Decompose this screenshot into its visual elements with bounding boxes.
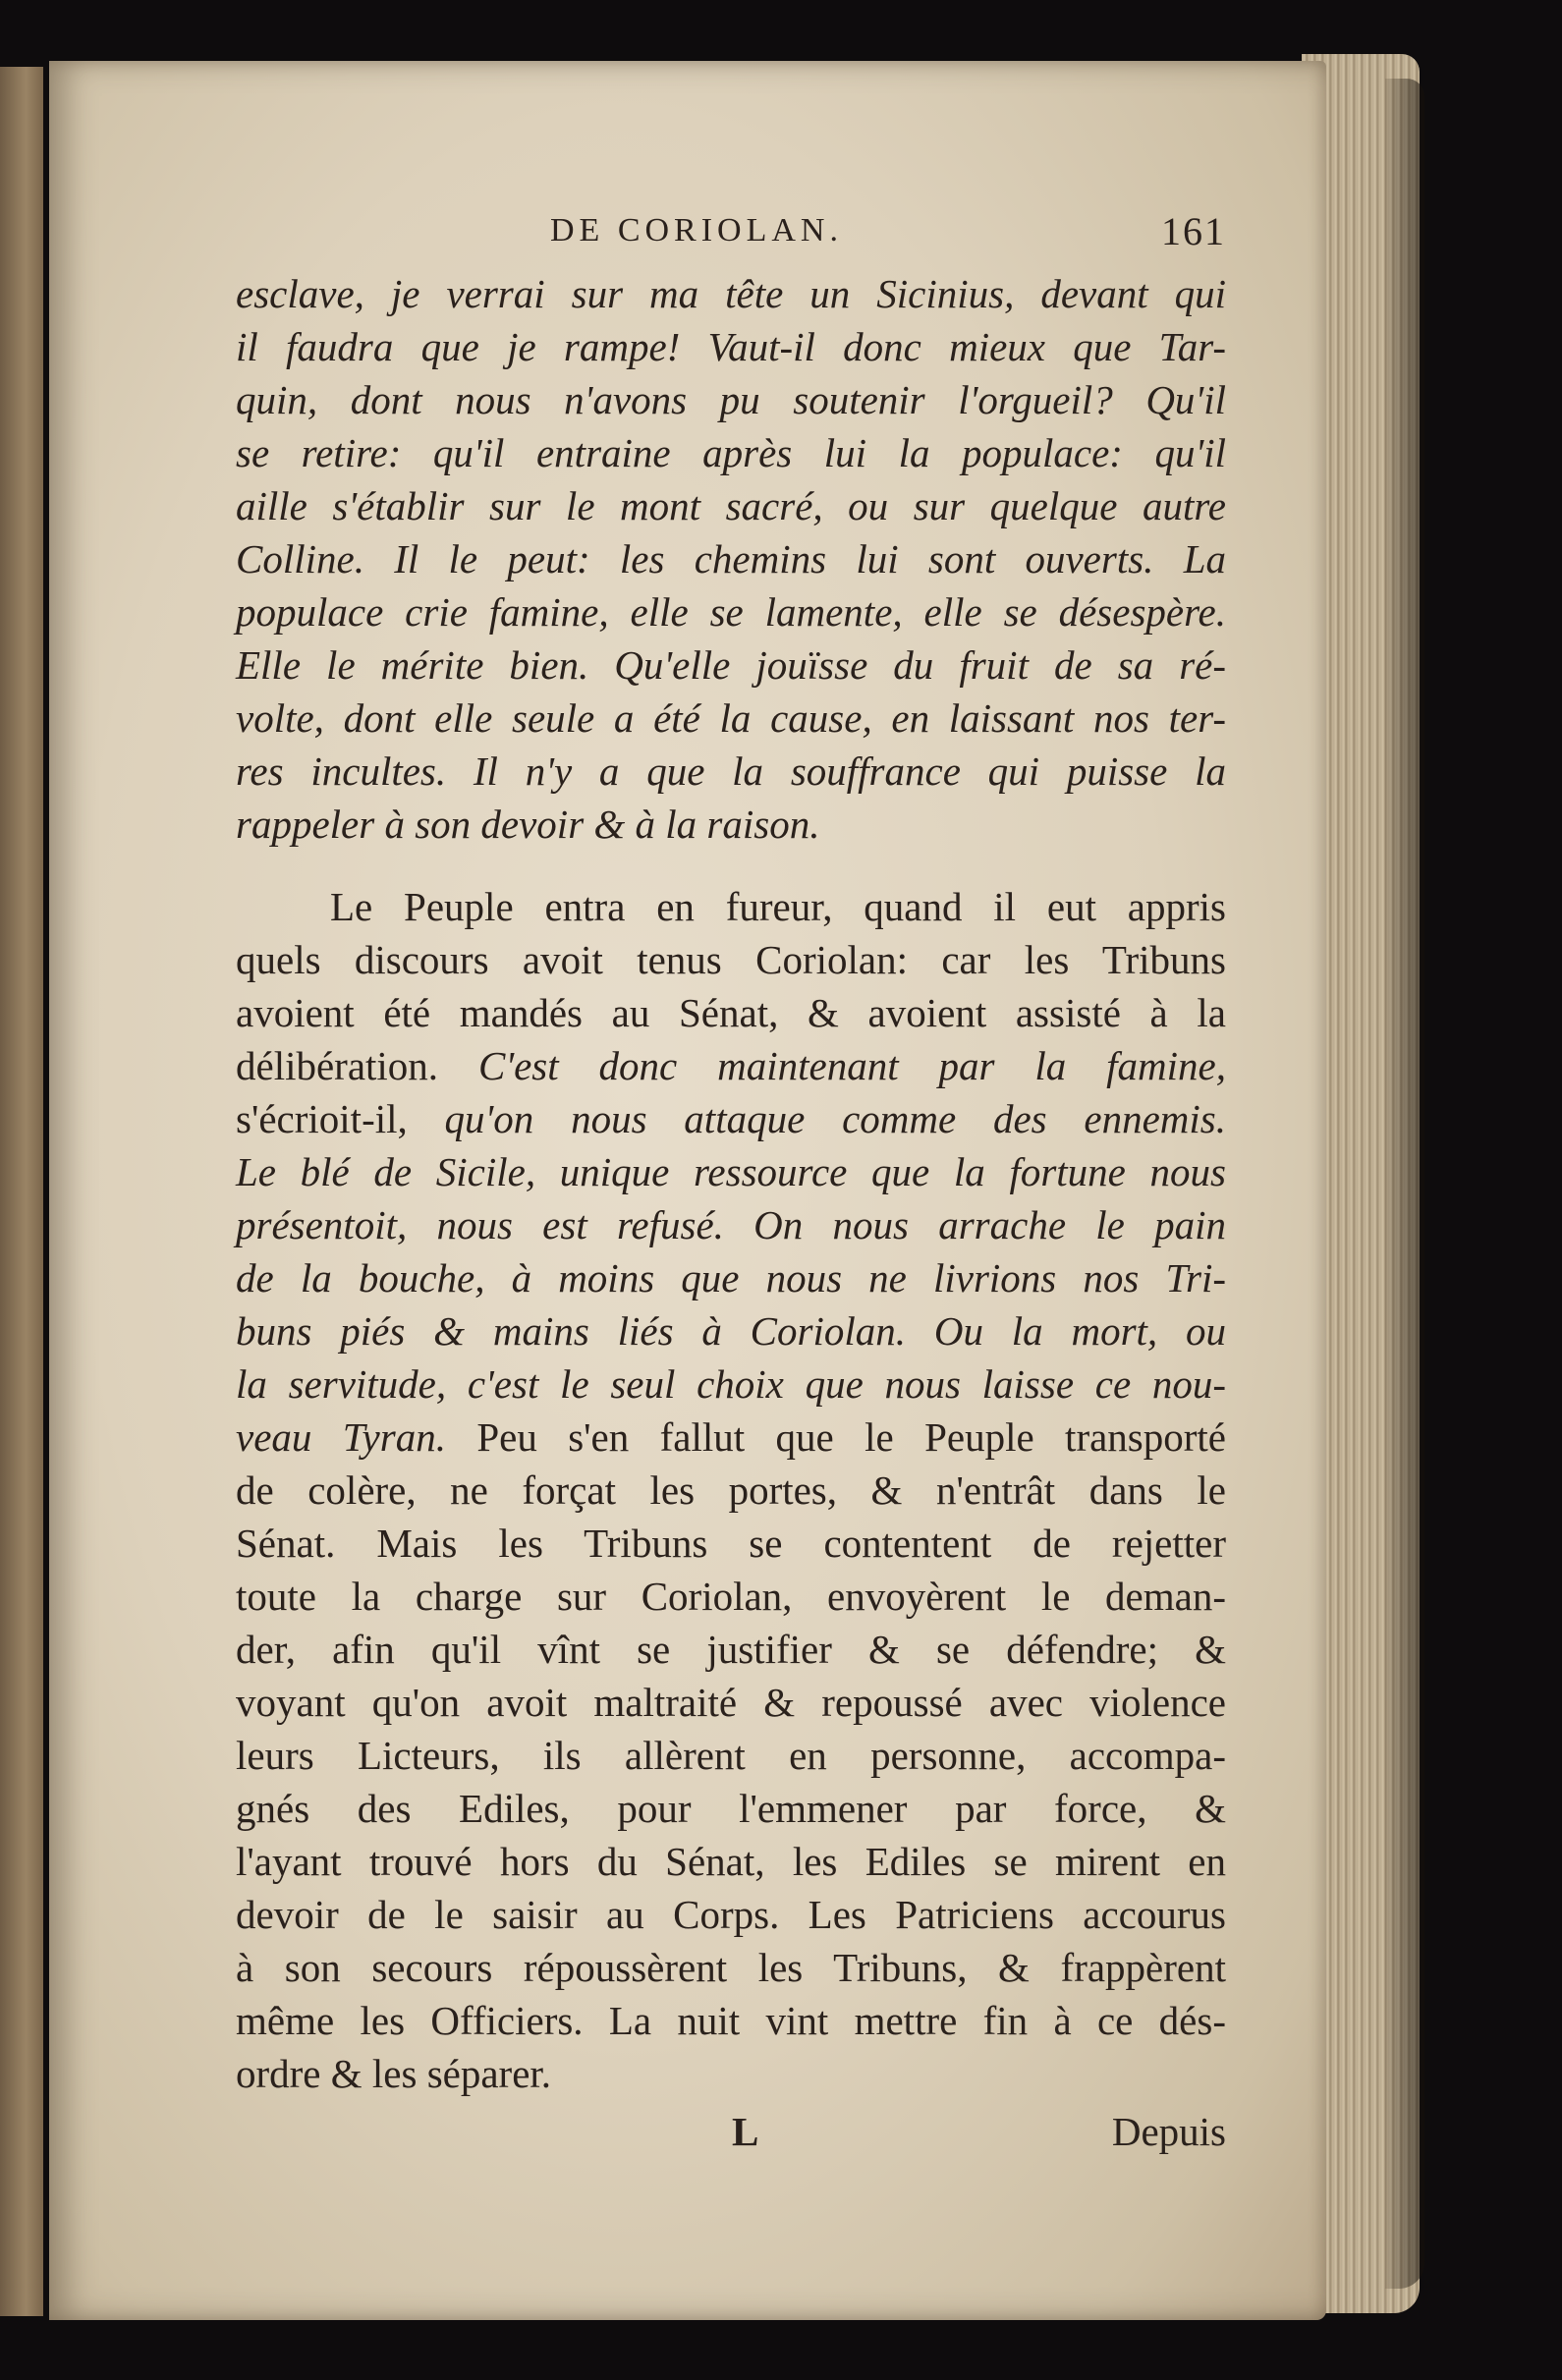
text-line: la servitude, c'est le seul choix que nous laisse ce nou-: [236, 1361, 1226, 1407]
text-line: toute la charge sur Coriolan, envoyèrent le deman-: [236, 1574, 1226, 1619]
text-line: [236, 986, 1226, 1039]
text-line: il faudra que je rampe! Vaut-il donc mieux que Tar-: [236, 324, 1226, 369]
text-line: l'ayant trouvé hors du Sénat, les Ediles se mirent en: [236, 1839, 1226, 1884]
text-line: [236, 1411, 1226, 1464]
book-page: [49, 61, 1326, 2320]
text-line: ordre & les séparer.: [236, 2051, 552, 2096]
roman-run: quels discours avoit tenus Coriolan: car les Tribuns: [236, 937, 1226, 982]
text-line: der, afin qu'il vînt se justifier & se défendre; &: [236, 1627, 1226, 1672]
text-line: voyant qu'on avoit maltraité & repoussé avec violence: [236, 1680, 1226, 1725]
roman-run: Le Peuple entra en fureur, quand il eut appris: [330, 884, 1226, 929]
italic-run: veau Tyran.: [236, 1414, 446, 1460]
catchword: Depuis: [1111, 2109, 1226, 2154]
text-line: [236, 880, 1226, 933]
text-line: esclave, je verrai sur ma tête un Sicinius, devant qui: [236, 271, 1226, 316]
text-line: Elle le mérite bien. Qu'elle jouïsse du fruit de sa ré-: [236, 642, 1226, 688]
text-line: [236, 1092, 1226, 1145]
text-line: quin, dont nous n'avons pu soutenir l'orgueil? Qu'il: [236, 377, 1226, 422]
italic-passage: [236, 267, 1226, 851]
text-line: populace crie famine, elle se lamente, elle se désespère.: [236, 589, 1226, 635]
previous-page-edge: [0, 67, 43, 2316]
text-line: volte, dont elle seule a été la cause, en laissant nos ter-: [236, 695, 1226, 741]
text-line: Sénat. Mais les Tribuns se contentent de rejetter: [236, 1521, 1226, 1566]
text-line: même les Officiers. La nuit vint mettre fin à ce dés-: [236, 1998, 1226, 2043]
text-line: aille s'établir sur le mont sacré, ou sur quelque autre: [236, 483, 1226, 528]
signature-mark: L: [732, 2109, 759, 2154]
text-line: à son secours répoussèrent les Tribuns, & frappèrent: [236, 1945, 1226, 1990]
text-line: [236, 1039, 1226, 1092]
text-line: de la bouche, à moins que nous ne livrions nos Tri-: [236, 1255, 1226, 1301]
paragraph-gap: [236, 851, 1226, 880]
text-line: de colère, ne forçat les portes, & n'entrât dans le: [236, 1467, 1226, 1513]
italic-run: qu'on nous attaque comme des ennemis.: [444, 1096, 1226, 1141]
text-line: Le blé de Sicile, unique ressource que la fortune nous: [236, 1149, 1226, 1194]
page-footer: [236, 2108, 1226, 2163]
running-title: DE CORIOLAN.: [550, 212, 843, 249]
text-line: Colline. Il le peut: les chemins lui sont ouverts. La: [236, 536, 1226, 581]
italic-run: C'est donc maintenant par la famine,: [477, 1043, 1226, 1088]
text-line: gnés des Ediles, pour l'emmener par force, &: [236, 1786, 1226, 1831]
text-block: [236, 208, 1226, 2163]
text-line: res incultes. Il n'y a que la souffrance qui puisse la: [236, 748, 1226, 794]
text-line: devoir de le saisir au Corps. Les Patriciens accourus: [236, 1892, 1226, 1937]
roman-run: délibération.: [236, 1043, 478, 1088]
text-line: buns piés & mains liés à Coriolan. Ou la mort, ou: [236, 1308, 1226, 1354]
page-number: 161: [1161, 209, 1226, 253]
roman-run: Peu s'en fallut que le Peuple transporté: [445, 1414, 1226, 1460]
text-line: rappeler à son devoir & à la raison.: [236, 802, 820, 847]
roman-run: avoient été mandés au Sénat, & avoient assisté à la: [236, 990, 1226, 1035]
text-line: se retire: qu'il entraine après lui la populace: qu'il: [236, 430, 1226, 475]
running-head: [236, 208, 1226, 267]
text-line: présentoit, nous est refusé. On nous arrache le pain: [236, 1202, 1226, 1247]
text-line: leurs Licteurs, ils allèrent en personne, accompa-: [236, 1733, 1226, 1778]
paragraph: [236, 880, 1226, 2100]
roman-run: s'écrioit-il,: [236, 1096, 445, 1141]
text-line: [236, 933, 1226, 986]
page-stack-shadow: [1385, 79, 1424, 2289]
